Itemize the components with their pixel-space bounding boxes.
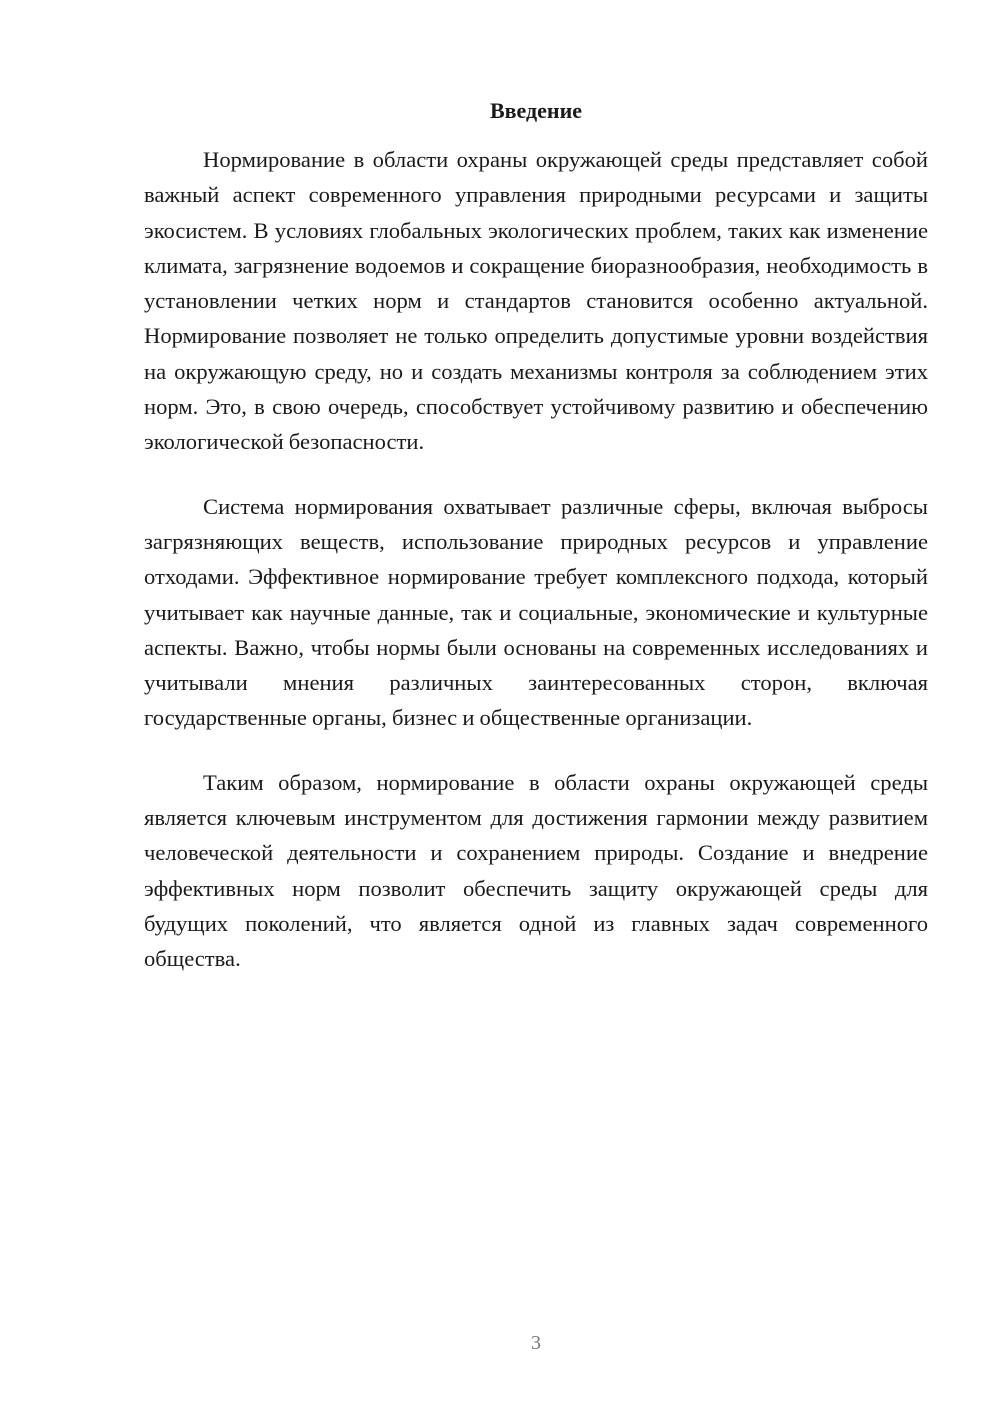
section-title: Введение: [489, 98, 583, 123]
paragraph-1: Нормирование в области охраны окружающей среды представляет собой важный аспект современного управления природными ресурсами и защиты экосистем. В условиях глобальных экологических проблем, таких как изменение климата, загрязнение водоемов и сокращение биоразнообразия, необходимость в установлении четких норм и стандартов становится особенно актуальной. Нормирование позволяет не только определить допустимые уровни воздействия на окружающую среду, но и создать механизмы контроля за соблюдением этих норм. Это, в свою очередь, способствует устойчивому развитию и обеспечению экологической безопасности.: [144, 147, 928, 455]
paragraph-3: Таким образом, нормирование в области охраны окружающей среды является ключевым инструментом для достижения гармонии между развитием человеческой деятельности и сохранением природы. Создание и внедрение эффективных норм позволит обеспечить защиту окружающей среды для будущих поколений, что является одной из главных задач современного общества.: [144, 769, 928, 972]
body-text: [144, 142, 928, 1006]
paragraph-2: Система нормирования охватывает различные сферы, включая выбросы загрязняющих веществ, использование природных ресурсов и управление отходами. Эффективное нормирование требует комплексного подхода, который учитывает как научные данные, так и социальные, экономические и культурные аспекты. Важно, чтобы нормы были основаны на современных исследованиях и учитывали мнения различных заинтересованных сторон, включая государственные органы, бизнес и общественные организации.: [144, 493, 928, 731]
page-number: 3: [531, 1332, 541, 1354]
